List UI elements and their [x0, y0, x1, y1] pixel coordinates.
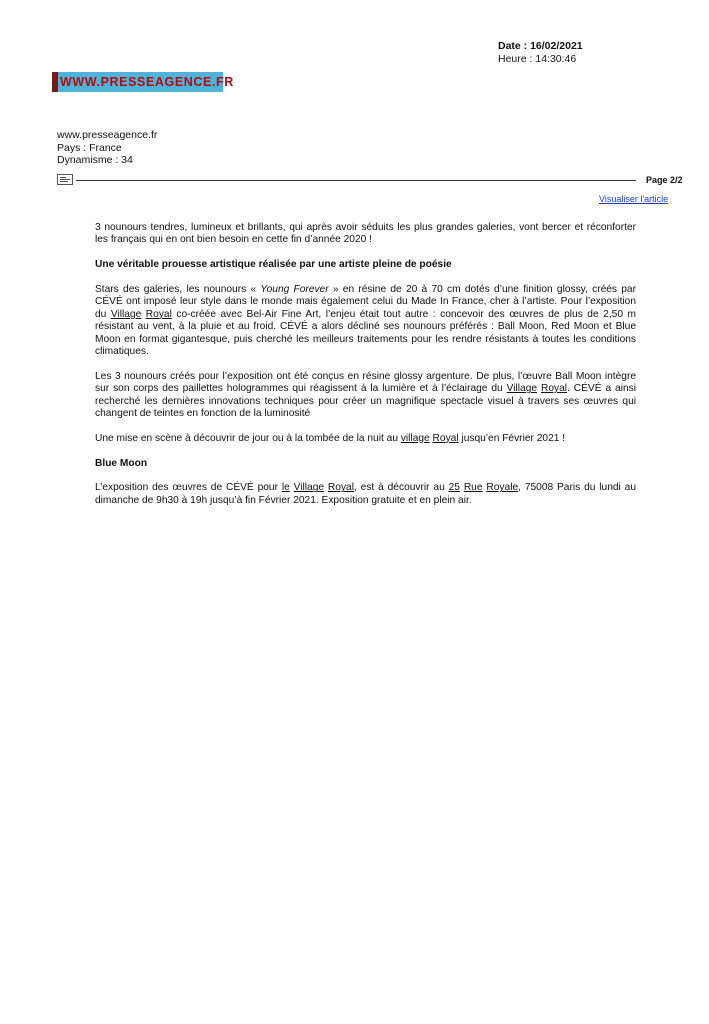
- time-label: Heure : 14:30:46: [498, 53, 577, 65]
- village-royal-link[interactable]: Village: [110, 308, 142, 320]
- document-icon: [57, 174, 73, 185]
- village-royal-link[interactable]: Royal: [145, 308, 172, 320]
- article-heading-1: Une véritable prouesse artistique réalisée par une artiste pleine de poésie: [95, 259, 452, 271]
- paragraph-stars: Stars des galeries, les nounours « Young Forever » en résine de 20 à 70 cm dotés d’une finition glossy, créés par CÉVÉ ont imposé leur style dans le monde mais également celui du Made In France, cher à l’artiste. Pour l’exposition du Village Royal co-créée avec Bel-Air Fine Art, l’enjeu était tout autre : concevoir des œuvres de plus de 2,50 m résistant au vent, à la pluie et au froid. CÉVÉ a alors décliné ses nounours préférés : Ball Moon, Red Moon et Blue Moon en format gigantesque, puis cherché les meilleurs traitements pour les rendre résistants à toutes les conditions climatiques.: [95, 284, 636, 358]
- young-forever-title: Young Forever: [260, 284, 333, 295]
- date-label: Date : 16/02/2021: [498, 40, 583, 52]
- article-body: [95, 222, 636, 520]
- source-country: Pays : France: [57, 141, 122, 154]
- village-royal-link[interactable]: Royal: [327, 482, 354, 494]
- village-royal-link[interactable]: Royal: [540, 383, 568, 395]
- page-number: Page 2/2: [646, 175, 683, 185]
- village-royal-link[interactable]: Village: [506, 383, 538, 395]
- header-divider: [76, 180, 636, 181]
- village-royal-link[interactable]: Royal: [432, 432, 459, 444]
- presseagence-logo: [52, 72, 234, 92]
- source-info: [57, 129, 157, 167]
- paragraph-exposition: L’exposition des œuvres de CÉVÉ pour le Village Royal, est à découvrir au 25 Rue Royale, 75008 Paris du lundi au dimanche de 9h30 à 19h jusqu’à fin Février 2021. Exposition gratuite et en plein air.: [95, 482, 636, 506]
- village-royal-link[interactable]: Village: [293, 482, 325, 494]
- village-royal-link[interactable]: village: [400, 432, 430, 444]
- source-dynamism: Dynamisme : 34: [57, 154, 133, 166]
- address-link[interactable]: Rue: [463, 482, 483, 494]
- source-site: www.presseagence.fr: [57, 129, 158, 141]
- address-link[interactable]: Royale: [486, 482, 519, 494]
- view-article-link[interactable]: Visualiser l'article: [599, 194, 669, 204]
- logo-text: WWW.PRESSEAGENCE.FR: [60, 75, 234, 89]
- address-link[interactable]: 25: [448, 482, 460, 494]
- paragraph-mise-en-scene: Une mise en scène à découvrir de jour ou à la tombée de la nuit au village Royal jusqu’en Février 2021 !: [95, 432, 566, 444]
- paragraph-intro: 3 nounours tendres, lumineux et brillants, qui après avoir séduits les plus grandes galeries, vont bercer et réconforter les français qui en ont bien besoin en cette fin d’année 2020 !: [95, 222, 636, 246]
- paragraph-resin: Les 3 nounours créés pour l’exposition ont été conçus en résine glossy argenture. De plus, l’œuvre Ball Moon intègre sur son corps des paillettes hologrammes qui réagissent à la lumière et à l’éclairage du Village Royal. CÉVÉ a ainsi recherché les dernières innovations techniques pour créer un magnifique spectacle visuel à travers ses œuvres qui changent de teintes en fonction de la luminosité: [95, 370, 636, 420]
- date-time-block: [498, 40, 583, 66]
- village-royal-link[interactable]: le: [281, 482, 290, 494]
- article-heading-2: Blue Moon: [95, 457, 148, 469]
